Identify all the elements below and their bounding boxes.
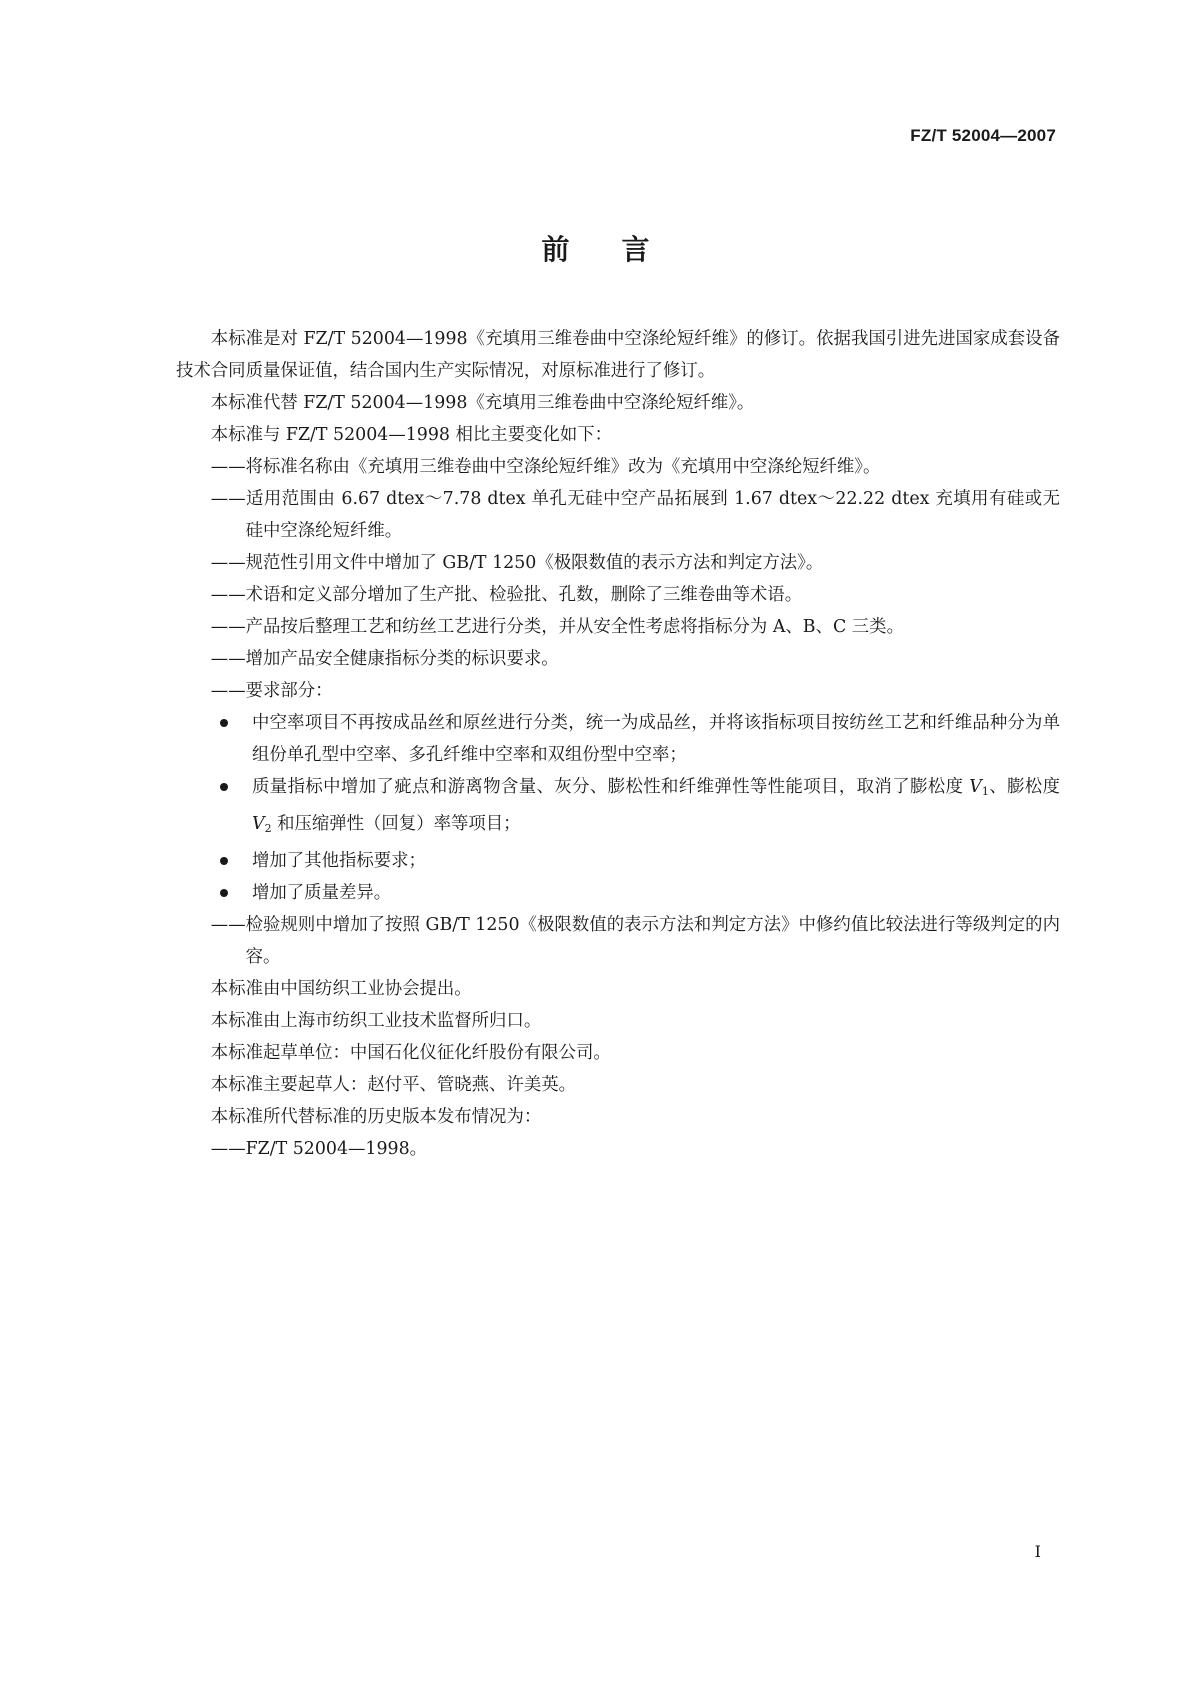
requirement-bullet-hollow-rate bbox=[176, 707, 1060, 771]
paragraph-proposer: 本标准由中国纺织工业协会提出。 bbox=[210, 979, 472, 999]
variable-v2: V bbox=[252, 814, 265, 834]
change-item-inspection: ——检验规则中增加了按照 GB/T 1250《极限数值的表示方法和判定方法》中修约值比较法进行等级判定的内容。 bbox=[210, 915, 1060, 967]
requirement-bullet-quality-difference bbox=[176, 877, 1060, 909]
requirement-text: 质量指标中增加了疵点和游离物含量、灰分、膨松性和纤维弹性等性能项目，取消了膨松度 bbox=[252, 777, 970, 797]
paragraph-administration: 本标准由上海市纺织工业技术监督所归口。 bbox=[210, 1011, 542, 1031]
variable-v1: V bbox=[969, 777, 982, 797]
subscript-2: 2 bbox=[264, 822, 272, 835]
bullet-dot-icon bbox=[220, 719, 228, 727]
requirement-bullet-other-indicators bbox=[176, 845, 1060, 877]
document-body bbox=[176, 323, 1060, 1165]
history-item: ——FZ/T 52004—1998。 bbox=[210, 1139, 428, 1159]
requirement-bullet-quality-indicators bbox=[176, 771, 1060, 845]
change-item-scope: ——适用范围由 6.67 dtex～7.78 dtex 单孔无硅中空产品拓展到 1.67 dtex～22.22 dtex 充填用有硅或无硅中空涤纶短纤维。 bbox=[210, 489, 1060, 541]
document-code: FZ/T 52004—2007 bbox=[910, 126, 1056, 145]
paragraph-history-intro: 本标准所代替标准的历史版本发布情况为： bbox=[210, 1107, 542, 1127]
requirement-text: 增加了质量差异。 bbox=[252, 883, 392, 903]
paragraph-changes-intro: 本标准与 FZ/T 52004—1998 相比主要变化如下： bbox=[210, 425, 613, 445]
requirement-text-end: 和压缩弹性（回复）率等项目； bbox=[271, 814, 521, 834]
paragraph-drafting-unit: 本标准起草单位：中国石化仪征化纤股份有限公司。 bbox=[210, 1043, 611, 1063]
subscript-1: 1 bbox=[981, 785, 989, 798]
change-item-classification: ——产品按后整理工艺和纺丝工艺进行分类，并从安全性考虑将指标分为 A、B、C 三类。 bbox=[210, 617, 904, 637]
requirement-text-mid: 、膨松度 bbox=[988, 777, 1060, 797]
bullet-dot-icon bbox=[220, 857, 228, 865]
paragraph-replaces: 本标准代替 FZ/T 52004—1998《充填用三维卷曲中空涤纶短纤维》。 bbox=[210, 393, 755, 413]
change-item-name: ——将标准名称由《充填用三维卷曲中空涤纶短纤维》改为《充填用中空涤纶短纤维》。 bbox=[210, 457, 881, 477]
change-item-labeling: ——增加产品安全健康指标分类的标识要求。 bbox=[210, 649, 559, 669]
change-item-terms: ——术语和定义部分增加了生产批、检验批、孔数，删除了三维卷曲等术语。 bbox=[210, 585, 803, 605]
change-item-references: ——规范性引用文件中增加了 GB/T 1250《极限数值的表示方法和判定方法》。 bbox=[210, 553, 824, 573]
change-item-requirements: ——要求部分： bbox=[210, 681, 333, 701]
paragraph-intro: 本标准是对 FZ/T 52004—1998《充填用三维卷曲中空涤纶短纤维》的修订。依据我国引进先进国家成套设备技术合同质量保证值，结合国内生产实际情况，对原标准进行了修订。 bbox=[176, 329, 1060, 381]
bullet-dot-icon bbox=[220, 783, 228, 791]
page-number: I bbox=[1034, 1542, 1041, 1561]
requirement-text: 中空率项目不再按成品丝和原丝进行分类，统一为成品丝，并将该指标项目按纺丝工艺和纤维品种分为单组份单孔型中空率、多孔纤维中空率和双组份型中空率； bbox=[252, 713, 1060, 765]
requirement-text: 增加了其他指标要求； bbox=[252, 851, 426, 871]
page-title: 前言 bbox=[541, 233, 702, 266]
paragraph-drafters: 本标准主要起草人：赵付平、管晓燕、许美英。 bbox=[210, 1075, 577, 1095]
bullet-dot-icon bbox=[220, 889, 228, 897]
